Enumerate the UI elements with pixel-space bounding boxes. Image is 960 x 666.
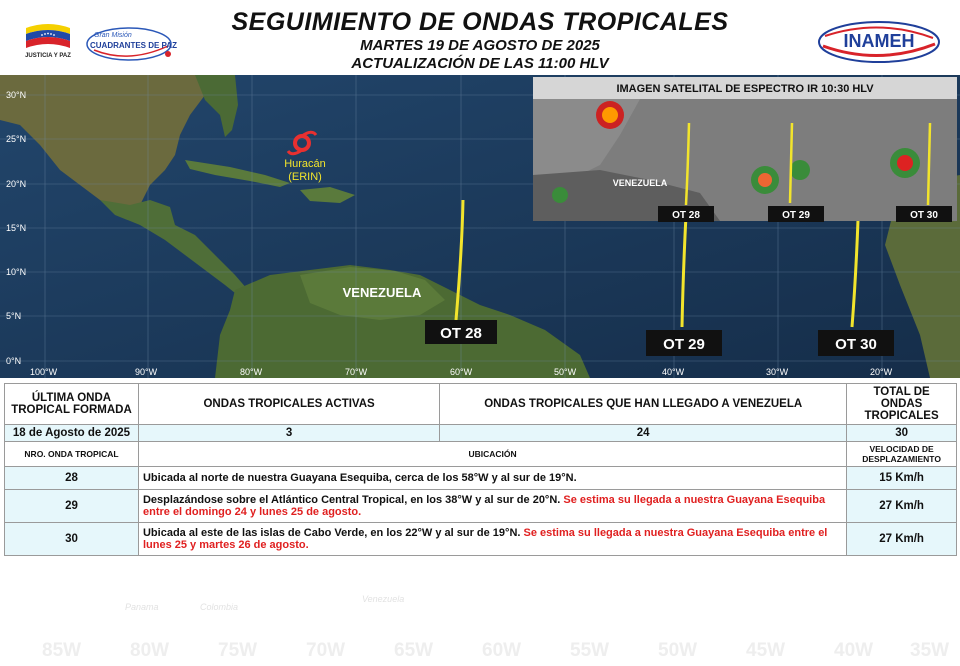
watermark-lon: 50W [658, 640, 698, 661]
watermark-place: Venezuela [362, 594, 405, 604]
row-speed: 15 Km/h [847, 467, 957, 490]
wave-label-ot30 [818, 330, 894, 356]
table-row [5, 490, 957, 523]
row-forecast-text: Se estima su llegada a nuestra Guayana Esequiba entre el domingo 24 y lunes 25 de agosto. [142, 494, 826, 518]
row-number: 30 [5, 523, 139, 556]
row-speed: 27 Km/h [847, 490, 957, 523]
watermark-place: Colombia [200, 602, 239, 612]
header-total: TOTAL DE ONDAS TROPICALES [847, 384, 957, 425]
watermark-lon: 55W [570, 640, 610, 661]
table-header-row [5, 384, 957, 425]
lat-label: 5°N [6, 311, 22, 321]
lon-label: 70°W [345, 367, 368, 377]
map-svg [0, 75, 960, 378]
logo-mid-line1: Gran Misión [94, 32, 132, 39]
watermark-lon: 60W [482, 640, 522, 661]
summary-arrived: 24 [440, 425, 847, 442]
inset-venezuela-label: VENEZUELA [612, 178, 668, 188]
watermark-lon: 75W [218, 640, 258, 661]
lat-label: 0°N [6, 356, 22, 366]
lon-label: 30°W [766, 367, 789, 377]
watermark-lon: 85W [42, 640, 82, 661]
row-location [138, 467, 846, 490]
svg-text:OT 30: OT 30 [835, 336, 877, 353]
lon-label: 80°W [240, 367, 263, 377]
row-location [138, 490, 846, 523]
row-location [138, 523, 846, 556]
lon-label: 60°W [450, 367, 473, 377]
summary-total: 30 [847, 425, 957, 442]
lon-label: 20°W [870, 367, 893, 377]
svg-text:OT 28: OT 28 [440, 325, 482, 342]
logo-mid-line2: CUADRANTES DE PAZ [90, 41, 177, 50]
lat-label: 10°N [6, 267, 27, 277]
lat-label: 25°N [6, 134, 27, 144]
watermark-lon: 35W [910, 640, 950, 661]
inset-wave-label: OT 30 [910, 210, 938, 221]
row-forecast-text: Se estima su llegada a nuestra Guayana Esequiba entre el lunes 25 y martes 26 de agosto. [142, 527, 828, 551]
lat-label: 20°N [6, 179, 27, 189]
subheader-number: NRO. ONDA TROPICAL [5, 442, 139, 467]
lon-label: 90°W [135, 367, 158, 377]
lat-label: 15°N [6, 223, 27, 233]
row-number: 29 [5, 490, 139, 523]
background-watermark-map [0, 568, 960, 666]
inset-wave-label: OT 28 [672, 210, 700, 221]
watermark-lon: 45W [746, 640, 786, 661]
inameh-logo-text: INAMEH [843, 31, 915, 51]
lat-label: 30°N [6, 90, 27, 100]
summary-row [5, 425, 957, 442]
wave-label-ot29 [646, 330, 722, 356]
inset-wave-label: OT 29 [782, 210, 810, 221]
page-title: SEGUIMIENTO DE ONDAS TROPICALES [231, 8, 729, 36]
header-arrived: ONDAS TROPICALES QUE HAN LLEGADO A VENEZUELA [440, 384, 847, 425]
header-last-wave: ÚLTIMA ONDA TROPICAL FORMADA [5, 384, 139, 425]
watermark-lon: 40W [834, 640, 874, 661]
hurricane-label: Huracán [284, 158, 326, 170]
summary-active: 3 [138, 425, 439, 442]
subheader-location: UBICACIÓN [138, 442, 846, 467]
summary-last-wave: 18 de Agosto de 2025 [5, 425, 139, 442]
header-active: ONDAS TROPICALES ACTIVAS [138, 384, 439, 425]
waves-table [4, 383, 957, 556]
hurricane-name: (ERIN) [288, 171, 322, 183]
page-date: MARTES 19 DE AGOSTO DE 2025 [360, 37, 600, 54]
row-speed: 27 Km/h [847, 523, 957, 556]
lon-label: 40°W [662, 367, 685, 377]
row-location-text: Ubicada al norte de nuestra Guayana Esequiba, cerca de los 58°W y al sur de 19°N. [142, 472, 577, 484]
satellite-inset [533, 77, 957, 222]
row-location-text: Ubicada al este de las islas de Cabo Verde, en los 22°W y al sur de 19°N. [142, 527, 521, 539]
lon-label: 100°W [30, 367, 58, 377]
header [0, 0, 960, 75]
watermark-lon: 70W [306, 640, 346, 661]
inset-title: IMAGEN SATELITAL DE ESPECTRO IR 10:30 HLV [616, 83, 874, 95]
table-row [5, 523, 957, 556]
venezuela-label: VENEZUELA [342, 285, 422, 300]
table-row [5, 467, 957, 490]
subheader-speed: VELOCIDAD DE DESPLAZAMIENTO [847, 442, 957, 467]
page-update: ACTUALIZACIÓN DE LAS 11:00 HLV [351, 55, 609, 72]
inameh-logo [815, 18, 943, 66]
watermark-lon: 65W [394, 640, 434, 661]
row-number: 28 [5, 467, 139, 490]
tropical-waves-map [0, 75, 960, 378]
watermark-lon: 80W [130, 640, 170, 661]
wave-label-ot28 [425, 320, 497, 344]
logo-left-label: JUSTICIA Y PAZ [25, 53, 71, 59]
watermark-place: Panama [125, 602, 159, 612]
row-location-text: Desplazándose sobre el Atlántico Central Tropical, en los 38°W y al sur de 20°N. [142, 494, 561, 506]
lon-label: 50°W [554, 367, 577, 377]
svg-text:OT 29: OT 29 [663, 336, 705, 353]
subheader-row [5, 442, 957, 467]
